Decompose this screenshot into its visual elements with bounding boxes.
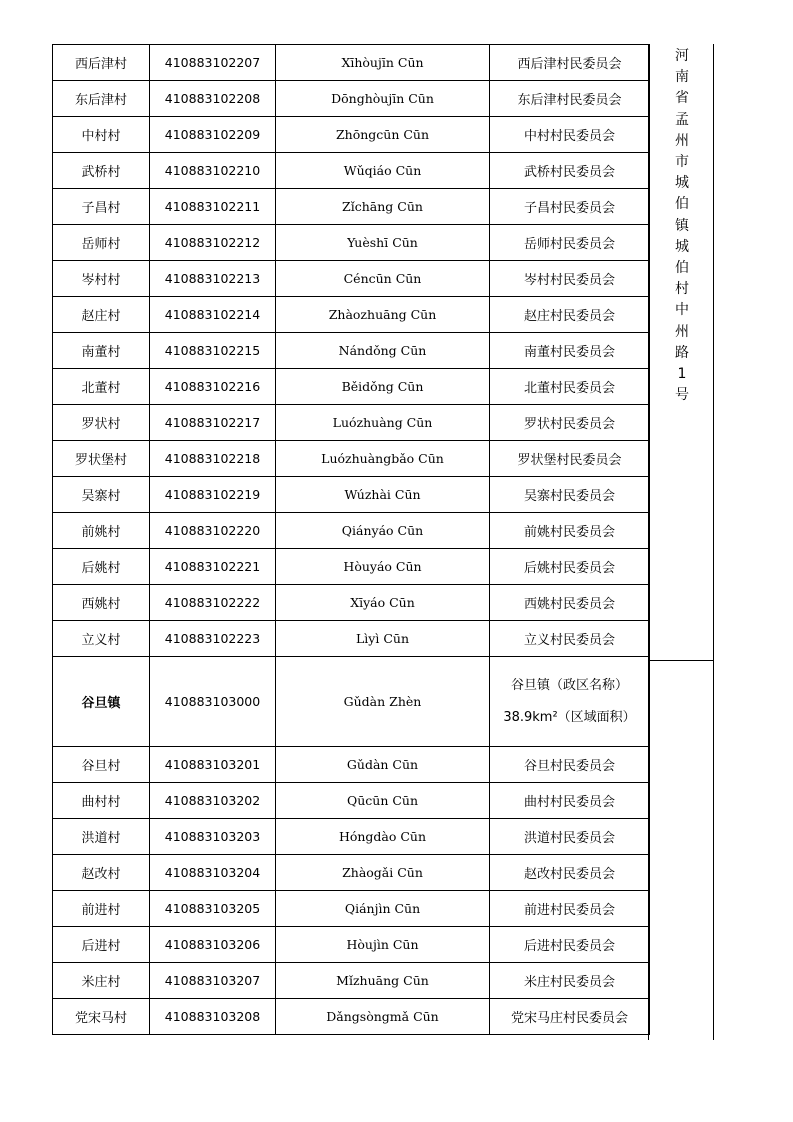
division-code-cell: 410883102214 — [150, 297, 276, 333]
table-row — [53, 441, 650, 477]
committee-cell: 北董村民委员会 — [490, 369, 650, 405]
village-name-cell: 罗状堡村 — [53, 441, 150, 477]
pinyin-cell: Dǎngsòngmǎ Cūn — [276, 999, 490, 1035]
committee-cell: 洪道村民委员会 — [490, 819, 650, 855]
table-row — [53, 891, 650, 927]
pinyin-cell: Mǐzhuāng Cūn — [276, 963, 490, 999]
committee-cell: 前姚村民委员会 — [490, 513, 650, 549]
pinyin-cell: Yuèshī Cūn — [276, 225, 490, 261]
committee-cell: 赵改村民委员会 — [490, 855, 650, 891]
town-division-name: 谷旦镇（政区名称） — [510, 677, 628, 693]
pinyin-cell: Nándǒng Cūn — [276, 333, 490, 369]
committee-cell: 岑村村民委员会 — [490, 261, 650, 297]
division-code-cell: 410883102223 — [150, 621, 276, 657]
division-code-cell: 410883102221 — [150, 549, 276, 585]
committee-cell: 谷旦村民委员会 — [490, 747, 650, 783]
committee-cell: 党宋马庄村民委员会 — [490, 999, 650, 1035]
division-code-cell: 410883102217 — [150, 405, 276, 441]
table-row — [53, 783, 650, 819]
table-row — [53, 81, 650, 117]
committee-cell: 东后津村民委员会 — [490, 81, 650, 117]
table-row — [53, 927, 650, 963]
pinyin-cell: Céncūn Cūn — [276, 261, 490, 297]
committee-cell: 中村村民委员会 — [490, 117, 650, 153]
village-name-cell: 吴寨村 — [53, 477, 150, 513]
village-name-cell: 前姚村 — [53, 513, 150, 549]
committee-cell: 岳师村民委员会 — [490, 225, 650, 261]
pinyin-cell: Běidǒng Cūn — [276, 369, 490, 405]
pinyin-cell: Zhàozhuāng Cūn — [276, 297, 490, 333]
committee-cell: 武桥村民委员会 — [490, 153, 650, 189]
division-code-cell: 410883103201 — [150, 747, 276, 783]
pinyin-cell: Hòujìn Cūn — [276, 927, 490, 963]
address-column-right-border — [713, 44, 714, 1040]
office-address: 河南省孟州市城伯镇城伯村中州路1号 — [675, 48, 689, 404]
pinyin-cell: Xīhòujīn Cūn — [276, 45, 490, 81]
town-code-cell: 410883103000 — [150, 657, 276, 747]
village-name-cell: 罗状村 — [53, 405, 150, 441]
pinyin-cell: Qūcūn Cūn — [276, 783, 490, 819]
committee-cell: 曲村村民委员会 — [490, 783, 650, 819]
village-name-cell: 立义村 — [53, 621, 150, 657]
village-name-cell: 岳师村 — [53, 225, 150, 261]
village-name-cell: 子昌村 — [53, 189, 150, 225]
committee-cell: 立义村民委员会 — [490, 621, 650, 657]
village-name-cell: 米庄村 — [53, 963, 150, 999]
pinyin-cell: Hòuyáo Cūn — [276, 549, 490, 585]
table-row — [53, 261, 650, 297]
pinyin-cell: Dōnghòujīn Cūn — [276, 81, 490, 117]
town-name-cell: 谷旦镇 — [53, 657, 150, 747]
division-code-cell: 410883102208 — [150, 81, 276, 117]
division-code-cell: 410883102211 — [150, 189, 276, 225]
town-info-cell — [490, 657, 650, 747]
town-row — [53, 657, 650, 747]
division-code-cell: 410883102218 — [150, 441, 276, 477]
table-row — [53, 855, 650, 891]
pinyin-cell: Zhōngcūn Cūn — [276, 117, 490, 153]
table-row — [53, 405, 650, 441]
table-row — [53, 585, 650, 621]
table-row — [53, 963, 650, 999]
committee-cell: 米庄村民委员会 — [490, 963, 650, 999]
village-name-cell: 曲村村 — [53, 783, 150, 819]
pinyin-cell: Qiánjìn Cūn — [276, 891, 490, 927]
division-code-cell: 410883102207 — [150, 45, 276, 81]
committee-cell: 罗状村民委员会 — [490, 405, 650, 441]
village-name-cell: 岑村村 — [53, 261, 150, 297]
division-code-cell: 410883102222 — [150, 585, 276, 621]
table-row — [53, 477, 650, 513]
table-row — [53, 549, 650, 585]
pinyin-cell: Xīyáo Cūn — [276, 585, 490, 621]
division-code-cell: 410883103205 — [150, 891, 276, 927]
town-pinyin-cell: Gǔdàn Zhèn — [276, 657, 490, 747]
committee-cell: 吴寨村民委员会 — [490, 477, 650, 513]
division-code-cell: 410883103206 — [150, 927, 276, 963]
division-code-cell: 410883102210 — [150, 153, 276, 189]
committee-cell: 子昌村民委员会 — [490, 189, 650, 225]
committee-cell: 西后津村民委员会 — [490, 45, 650, 81]
village-name-cell: 北董村 — [53, 369, 150, 405]
division-code-cell: 410883102220 — [150, 513, 276, 549]
village-name-cell: 赵改村 — [53, 855, 150, 891]
table-row — [53, 117, 650, 153]
village-name-cell: 赵庄村 — [53, 297, 150, 333]
table-row — [53, 621, 650, 657]
pinyin-cell: Hóngdào Cūn — [276, 819, 490, 855]
table-row — [53, 45, 650, 81]
division-code-cell: 410883103204 — [150, 855, 276, 891]
pinyin-cell: Gǔdàn Cūn — [276, 747, 490, 783]
roster-body — [53, 45, 650, 1035]
village-name-cell: 东后津村 — [53, 81, 150, 117]
committee-cell: 后进村民委员会 — [490, 927, 650, 963]
table-row — [53, 369, 650, 405]
village-name-cell: 西后津村 — [53, 45, 150, 81]
village-name-cell: 洪道村 — [53, 819, 150, 855]
village-name-cell: 谷旦村 — [53, 747, 150, 783]
village-name-cell: 南董村 — [53, 333, 150, 369]
pinyin-cell: Luózhuàng Cūn — [276, 405, 490, 441]
division-code-cell: 410883102212 — [150, 225, 276, 261]
committee-cell: 西姚村民委员会 — [490, 585, 650, 621]
division-code-cell: 410883102219 — [150, 477, 276, 513]
table-row — [53, 819, 650, 855]
table-row — [53, 225, 650, 261]
committee-cell: 南董村民委员会 — [490, 333, 650, 369]
table-row — [53, 189, 650, 225]
village-name-cell: 武桥村 — [53, 153, 150, 189]
division-code-cell: 410883103202 — [150, 783, 276, 819]
table-row — [53, 513, 650, 549]
village-name-cell: 后进村 — [53, 927, 150, 963]
town-area: 38.9km²（区域面积） — [503, 709, 636, 725]
table-row — [53, 153, 650, 189]
pinyin-cell: Luózhuàngbǎo Cūn — [276, 441, 490, 477]
table-row — [53, 999, 650, 1035]
division-code-cell: 410883102213 — [150, 261, 276, 297]
pinyin-cell: Wúzhài Cūn — [276, 477, 490, 513]
address-column-divider — [648, 660, 714, 661]
division-code-cell: 410883102209 — [150, 117, 276, 153]
village-roster-table — [52, 44, 650, 1035]
table-row — [53, 297, 650, 333]
address-column-left-border — [648, 44, 649, 1040]
pinyin-cell: Lìyì Cūn — [276, 621, 490, 657]
committee-cell: 罗状堡村民委员会 — [490, 441, 650, 477]
pinyin-cell: Zǐchāng Cūn — [276, 189, 490, 225]
village-name-cell: 中村村 — [53, 117, 150, 153]
division-code-cell: 410883103203 — [150, 819, 276, 855]
division-code-cell: 410883102215 — [150, 333, 276, 369]
pinyin-cell: Zhàogǎi Cūn — [276, 855, 490, 891]
division-code-cell: 410883103207 — [150, 963, 276, 999]
pinyin-cell: Wǔqiáo Cūn — [276, 153, 490, 189]
table-row — [53, 333, 650, 369]
village-name-cell: 后姚村 — [53, 549, 150, 585]
village-name-cell: 党宋马村 — [53, 999, 150, 1035]
village-name-cell: 西姚村 — [53, 585, 150, 621]
table-row — [53, 747, 650, 783]
committee-cell: 前进村民委员会 — [490, 891, 650, 927]
division-code-cell: 410883102216 — [150, 369, 276, 405]
pinyin-cell: Qiányáo Cūn — [276, 513, 490, 549]
division-code-cell: 410883103208 — [150, 999, 276, 1035]
committee-cell: 赵庄村民委员会 — [490, 297, 650, 333]
committee-cell: 后姚村民委员会 — [490, 549, 650, 585]
village-name-cell: 前进村 — [53, 891, 150, 927]
